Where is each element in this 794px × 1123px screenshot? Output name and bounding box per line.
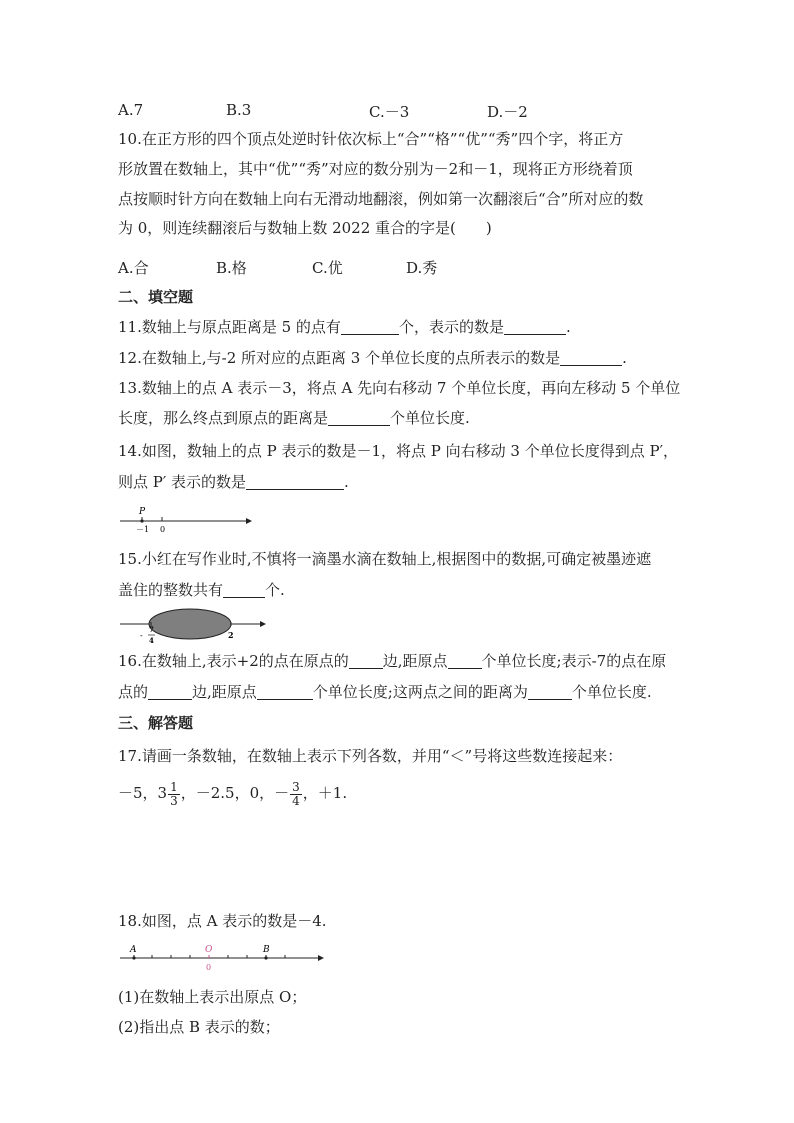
q17-fraction-2 <box>290 781 302 808</box>
q14-label-0: 0 <box>160 525 166 534</box>
q11-blank-1[interactable] <box>341 319 399 335</box>
q17-fraction-1 <box>168 781 180 808</box>
q12 <box>118 348 627 368</box>
q18-line-1: 18.如图，点 A 表示的数是－4. <box>118 912 327 930</box>
q18-label-b: B <box>263 945 270 955</box>
q14-label-p: P <box>139 507 146 517</box>
q18-label-zero: 0 <box>206 963 212 972</box>
q14-line-2 <box>118 472 349 492</box>
section-answer-title: 三、解答题 <box>118 714 194 732</box>
q15-ink-blot-figure <box>114 602 268 648</box>
q9-option-b: B.3 <box>226 101 252 119</box>
q10-line-4: 为 0，则连续翻滚后与数轴上数 2022 重合的字是( ) <box>118 219 492 237</box>
q17-fraction-2-den: 4 <box>292 793 300 808</box>
q15-text-b: 个. <box>265 581 285 599</box>
q14-blank[interactable] <box>246 474 344 490</box>
q13-line-2 <box>118 408 470 428</box>
q16-blank-3[interactable] <box>148 684 192 700</box>
section-fill-in-title: 二、填空题 <box>118 288 194 306</box>
q17-fraction-1-num: 1 <box>170 779 178 794</box>
q14-text-b: . <box>344 473 349 491</box>
q14-axis-arrow <box>246 518 252 524</box>
q14-number-line-figure <box>114 504 254 536</box>
q10-option-d: D.秀 <box>406 259 438 277</box>
q17-text-3: ，＋1. <box>302 784 348 802</box>
q15-line-2 <box>118 580 285 600</box>
q16-text-1a: 16.在数轴上,表示+2的点在原点的 <box>118 652 349 670</box>
q13-text-a: 长度，那么终点到原点的距离是 <box>118 409 329 427</box>
q15-blank[interactable] <box>223 582 265 598</box>
q17-fraction-2-num: 3 <box>292 779 300 794</box>
q13-blank[interactable] <box>328 410 390 426</box>
q9-option-d: D.－2 <box>487 103 528 121</box>
q18-label-o: O <box>205 945 213 955</box>
q18-label-a: A <box>130 945 137 955</box>
q15-text-a: 盖住的整数共有 <box>118 581 224 599</box>
q14-line-1: 14.如图，数轴上的点 P 表示的数是－1，将点 P 向右移动 3 个单位长度得到点 P′， <box>118 442 679 460</box>
q15-label-minus: - <box>140 631 143 640</box>
q13-line-1: 13.数轴上的点 A 表示－3，将点 A 先向右移动 7 个单位长度，再向左移动 5 个单位 <box>118 379 681 397</box>
q15-label-num: 7 <box>149 625 154 634</box>
q10-line-1: 10.在正方形的四个顶点处逆时针依次标上“合”“格”“优”“秀”四个字，将正方 <box>118 130 624 148</box>
q18-point-b <box>264 956 267 959</box>
q14-text-a: 则点 P′ 表示的数是 <box>118 473 247 491</box>
q11-text-a: 11.数轴上与原点距离是 5 的点有 <box>118 318 341 336</box>
q11-blank-2[interactable] <box>504 319 566 335</box>
q13-text-b: 个单位长度. <box>390 409 470 427</box>
q16-line-2 <box>118 682 652 702</box>
q16-blank-1[interactable] <box>349 653 383 669</box>
q16-blank-5[interactable] <box>528 684 572 700</box>
q16-text-2c: 个单位长度;这两点之间的距离为 <box>312 683 528 701</box>
q15-line-1: 15.小红在写作业时,不慎将一滴墨水滴在数轴上,根据图中的数据,可确定被墨迹遮 <box>118 550 652 568</box>
q18-number-line-figure <box>114 938 328 974</box>
q9-option-a: A.7 <box>118 101 144 119</box>
q12-blank[interactable] <box>560 350 622 366</box>
q16-text-1b: 边,距原点 <box>382 652 448 670</box>
q14-label-neg1: －1 <box>136 525 150 534</box>
q16-text-1c: 个单位长度;表示-7的点在原 <box>481 652 667 670</box>
q10-option-a: A.合 <box>118 259 149 277</box>
q18-sub-1: (1)在数轴上表示出原点 O； <box>118 988 307 1006</box>
q16-blank-2[interactable] <box>448 653 482 669</box>
q11-text-c: . <box>565 318 571 336</box>
q16-text-2d: 个单位长度. <box>571 683 652 701</box>
q9-option-c: C.－3 <box>369 103 410 121</box>
q10-option-c: C.优 <box>312 259 343 277</box>
q15-axis-arrow <box>260 621 266 627</box>
q15-label-den: 4 <box>149 636 154 645</box>
q12-text-b: . <box>622 349 627 367</box>
q10-option-b: B.格 <box>216 259 247 277</box>
q15-ink-blot <box>149 609 231 639</box>
q17-text-2: ，－2.5，0，－ <box>180 784 290 802</box>
q14-point-p <box>140 519 143 522</box>
q11-text-b: 个，表示的数是 <box>398 318 504 336</box>
q17-numbers <box>118 778 347 808</box>
q10-line-2: 形放置在数轴上，其中“优”“秀”对应的数分别为－2和－1，现将正方形绕着顶 <box>118 160 633 178</box>
q12-text-a: 12.在数轴上,与-2 所对应的点距离 3 个单位长度的点所表示的数是 <box>118 349 561 367</box>
q16-blank-4[interactable] <box>257 684 313 700</box>
q16-text-2a: 点的 <box>118 683 149 701</box>
q18-sub-2: (2)指出点 B 表示的数； <box>118 1018 280 1036</box>
q17-fraction-1-den: 3 <box>170 793 178 808</box>
q15-label-2: 2 <box>228 630 234 640</box>
q16-line-1 <box>118 651 666 671</box>
q16-text-2b: 边,距原点 <box>192 683 257 701</box>
q18-point-a <box>132 956 135 959</box>
q18-axis-arrow <box>318 955 324 961</box>
q10-line-3: 点按顺时针方向在数轴上向右无滑动地翻滚，例如第一次翻滚后“合”所对应的数 <box>118 190 644 208</box>
q17-text-1: －5，3 <box>118 784 168 802</box>
q11 <box>118 317 571 337</box>
q17-line-1: 17.请画一条数轴，在数轴上表示下列各数，并用“＜”号将这些数连接起来： <box>118 747 623 765</box>
